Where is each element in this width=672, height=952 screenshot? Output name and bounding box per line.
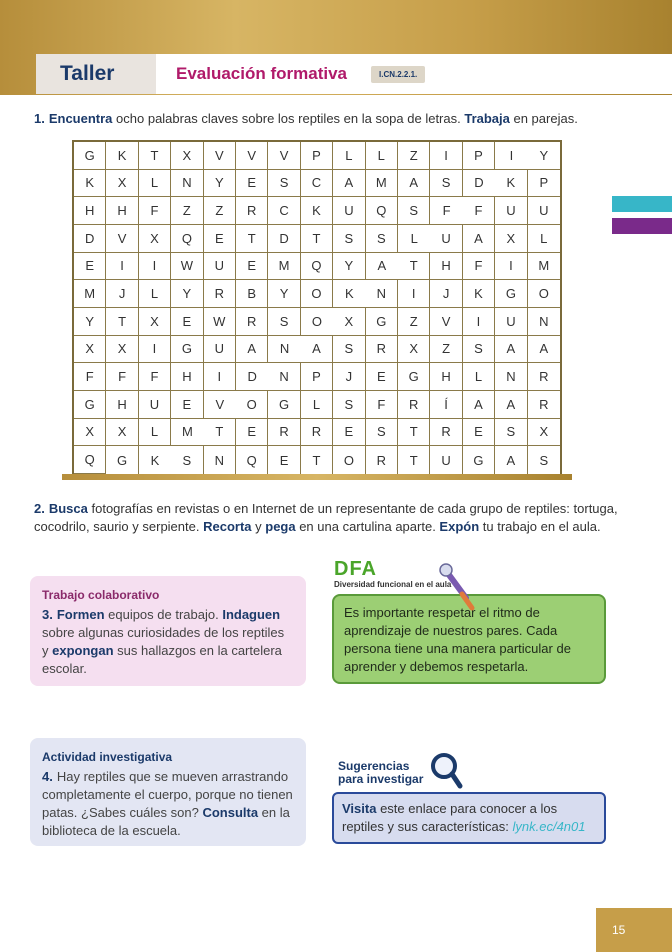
grid-cell: G	[398, 363, 430, 391]
grid-cell: E	[463, 419, 495, 447]
grid-cell: X	[528, 419, 560, 447]
grid-cell: U	[204, 253, 236, 281]
grid-cell: S	[366, 419, 398, 447]
task-text: sus hallazgos en la cartelera escolar.	[42, 643, 282, 676]
grid-cell: N	[366, 280, 398, 308]
collaborative-work-box	[30, 576, 306, 686]
grid-cell: H	[74, 197, 106, 225]
grid-cell: E	[236, 419, 268, 447]
grid-cell: E	[171, 308, 203, 336]
grid-cell: X	[106, 336, 138, 364]
dfa-text: Es importante respetar el ritmo de aprendizaje de nuestros pares. Cada persona tiene una manera particular de aprender y debemos respetarla.	[344, 605, 571, 674]
grid-cell: N	[204, 446, 236, 474]
task-number: 1.	[34, 111, 45, 126]
grid-cell: P	[301, 142, 333, 170]
grid-cell: F	[366, 391, 398, 419]
grid-cell: O	[528, 280, 560, 308]
task-verb: pega	[265, 519, 296, 534]
grid-cell: R	[301, 419, 333, 447]
task-number: 3.	[42, 607, 53, 622]
grid-cell: R	[366, 446, 398, 474]
task-text: y	[251, 519, 266, 534]
grid-cell: K	[150, 452, 160, 468]
grid-cell: A	[528, 336, 560, 364]
grid-cell: G	[268, 391, 300, 419]
grid-cell: S	[430, 170, 462, 198]
grid-cell: P	[528, 170, 560, 198]
suggestions-text	[342, 800, 596, 836]
grid-cell: F	[463, 197, 495, 225]
grid-cell: I	[495, 142, 527, 170]
grid-cell: S	[333, 336, 365, 364]
grid-cell: T	[106, 308, 138, 336]
grid-cell: X	[74, 336, 106, 364]
grid-cell: F	[74, 363, 106, 391]
grid-cell: S	[539, 452, 549, 468]
grid-cell: S	[268, 170, 300, 198]
grid-cell: E	[366, 363, 398, 391]
grid-cell: C	[268, 197, 300, 225]
grid-cell: E	[268, 446, 300, 474]
task-1	[34, 110, 634, 128]
grid-cell: Z	[430, 336, 462, 364]
grid-cell: L	[139, 419, 171, 447]
grid-cell: R	[528, 391, 560, 419]
grid-cell: Q	[236, 446, 268, 474]
grid-cell: N	[528, 308, 560, 336]
task-text: en parejas.	[509, 111, 578, 126]
dfa-subtitle: Diversidad funcional en el aula	[334, 580, 452, 589]
side-tab-purple	[612, 218, 672, 234]
grid-cell: I	[430, 142, 462, 170]
grid-cell: J	[106, 280, 138, 308]
grid-cell: O	[236, 391, 268, 419]
grid-cell: O	[333, 446, 365, 474]
grid-cell: H	[106, 391, 138, 419]
grid-cell: G	[171, 336, 203, 364]
grid-cell: A	[463, 391, 495, 419]
grid-cell: S	[398, 197, 430, 225]
grid-cell: I	[204, 363, 236, 391]
grid-cell: L	[366, 142, 398, 170]
grid-cell: X	[171, 142, 203, 170]
task-verb: Trabaja	[464, 111, 510, 126]
task-number: 4.	[42, 769, 53, 784]
grid-cell: A	[495, 446, 527, 474]
grid-cell: S	[366, 225, 398, 253]
grid-cell: Z	[398, 142, 430, 170]
grid-cell: A	[463, 225, 495, 253]
grid-cell: V	[204, 391, 236, 419]
grid-cell: T	[398, 253, 430, 281]
grid-cell: V	[430, 308, 462, 336]
grid-cell: H	[106, 197, 138, 225]
grid-cell: L	[463, 363, 495, 391]
grid-cell: A	[333, 170, 365, 198]
grid-cell: O	[301, 280, 333, 308]
grid-cell: K	[106, 142, 138, 170]
grid-cell: J	[333, 363, 365, 391]
grid-cell: O	[301, 308, 333, 336]
grid-cell: R	[204, 280, 236, 308]
task-text: Hay reptiles que se mueven arrastrando completamente el cuerpo, porque no tienen patas. ¿Sabes cuáles son?	[42, 769, 293, 820]
grid-cell: X	[495, 225, 527, 253]
grid-cell: A	[398, 170, 430, 198]
grid-cell: K	[333, 280, 365, 308]
grid-cell: T	[398, 446, 430, 474]
grid-cell: A	[236, 336, 268, 364]
grid-cell: A	[366, 253, 398, 281]
grid-cell: D	[74, 225, 106, 253]
grid-cell: V	[236, 142, 268, 170]
grid-cell: S	[495, 419, 527, 447]
grid-cell: W	[171, 253, 203, 281]
grid-cell: Y	[74, 308, 106, 336]
grid-cell: F	[463, 253, 495, 281]
page-number: 15	[596, 908, 672, 952]
paperclip-icon	[438, 562, 478, 612]
grid-cell: F	[139, 197, 171, 225]
grid-cell: U	[430, 225, 462, 253]
task-text: ocho palabras claves sobre los reptiles en la sopa de letras.	[112, 111, 465, 126]
grid-cell: R	[236, 197, 268, 225]
grid-cell: M	[366, 170, 398, 198]
grid-cell: N	[268, 336, 300, 364]
task-verb: Recorta	[203, 519, 252, 534]
grid-cell: X	[106, 170, 138, 198]
grid-cell: L	[139, 280, 171, 308]
grid-cell: E	[333, 419, 365, 447]
grid-cell: U	[139, 391, 171, 419]
skill-code-badge: I.CN.2.2.1.	[371, 66, 425, 83]
grid-cell: I	[139, 253, 171, 281]
grid-cell: V	[204, 142, 236, 170]
task-text: equipos de trabajo.	[104, 607, 223, 622]
task-text: sobre algunas curiosidades de los reptiles y	[42, 625, 285, 658]
task-text: este enlace para conocer a los reptiles y sus características:	[342, 801, 558, 834]
grid-cell: Z	[398, 308, 430, 336]
grid-cell: I	[398, 280, 430, 308]
suggestions-heading-line2: para investigar	[338, 772, 424, 786]
research-text	[42, 768, 294, 840]
grid-cell: G	[463, 446, 495, 474]
grid-cell: L	[398, 225, 430, 253]
grid-cell: H	[430, 363, 462, 391]
grid-cell: A	[495, 391, 527, 419]
grid-cell: L	[301, 391, 333, 419]
grid-cell: R	[268, 419, 300, 447]
grid-cell: X	[139, 225, 171, 253]
grid-cell: N	[171, 170, 203, 198]
task-verb: Visita	[342, 801, 377, 816]
grid-cell: Y	[171, 280, 203, 308]
grid-cell: E	[236, 170, 268, 198]
grid-cell: E	[171, 391, 203, 419]
grid-cell: Q	[171, 225, 203, 253]
grid-cell: M	[268, 253, 300, 281]
box-heading: Trabajo colaborativo	[42, 588, 160, 602]
grid-cell: G	[366, 308, 398, 336]
grid-cell: X	[333, 308, 365, 336]
grid-cell: P	[463, 142, 495, 170]
grid-cell: S	[171, 446, 203, 474]
grid-cell: U	[528, 197, 560, 225]
grid-cell: T	[204, 419, 236, 447]
task-number: 2.	[34, 501, 45, 516]
magnifier-icon	[428, 750, 464, 790]
grid-cell: R	[366, 336, 398, 364]
grid-cell: P	[301, 363, 333, 391]
grid-bottom-band	[62, 474, 572, 480]
task-verb: expongan	[52, 643, 114, 658]
grid-cell: K	[495, 170, 527, 198]
grid-cell: T	[301, 225, 333, 253]
grid-cell: S	[333, 225, 365, 253]
page-header	[36, 54, 672, 94]
grid-cell: R	[528, 363, 560, 391]
grid-cell: I	[495, 253, 527, 281]
grid-cell: K	[301, 197, 333, 225]
grid-cell: A	[301, 336, 333, 364]
grid-cell: Q	[74, 446, 106, 474]
grid-cell: G	[74, 142, 106, 170]
grid-cell: Q	[366, 197, 398, 225]
box-heading: Actividad investigativa	[42, 750, 173, 764]
grid-cell: V	[268, 142, 300, 170]
task-verb: Indaguen	[222, 607, 281, 622]
grid-cell: Y	[204, 170, 236, 198]
task-text: en una cartulina aparte.	[295, 519, 440, 534]
grid-cell: T	[236, 225, 268, 253]
task-verb: Consulta	[202, 805, 259, 820]
grid-cell: R	[236, 308, 268, 336]
grid-cell: K	[74, 170, 106, 198]
grid-cell: E	[74, 253, 106, 281]
dfa-logo: DFA	[334, 558, 377, 580]
grid-cell: N	[495, 363, 527, 391]
grid-cell: T	[301, 446, 333, 474]
task-verb: Busca	[48, 501, 88, 516]
grid-cell: K	[463, 280, 495, 308]
grid-cell: F	[139, 363, 171, 391]
grid-cell: H	[430, 253, 462, 281]
grid-cell: H	[171, 363, 203, 391]
grid-cell: R	[398, 391, 430, 419]
grid-cell: N	[268, 363, 300, 391]
grid-cell: T	[398, 419, 430, 447]
research-link[interactable]: lynk.ec/4n01	[512, 819, 586, 834]
grid-cell: G	[74, 391, 106, 419]
grid-cell: M	[528, 253, 560, 281]
grid-cell: E	[204, 225, 236, 253]
grid-cell: T	[139, 142, 171, 170]
grid-cell: W	[204, 308, 236, 336]
task-text: fotografías en revistas o en Internet de un representante de cada grupo de reptiles: tortuga, cocodrilo, saurio y serpiente.	[34, 501, 618, 534]
collab-text	[42, 606, 294, 678]
task-2	[34, 500, 634, 536]
suggestions-heading-line1: Sugerencias	[338, 759, 410, 773]
side-tab-cyan	[612, 196, 672, 212]
grid-cell: X	[74, 419, 106, 447]
grid-cell: F	[430, 197, 462, 225]
grid-cell: D	[268, 225, 300, 253]
grid-cell: L	[333, 142, 365, 170]
grid-cell: X	[398, 336, 430, 364]
grid-cell: E	[236, 253, 268, 281]
grid-cell: M	[74, 280, 106, 308]
suggestions-box	[332, 792, 606, 844]
grid-cell: V	[106, 225, 138, 253]
grid-cell: G	[495, 280, 527, 308]
grid-cell: X	[106, 419, 138, 447]
grid-cell: U	[430, 446, 462, 474]
grid-cell: C	[301, 170, 333, 198]
grid-cell: S	[463, 336, 495, 364]
grid-cell: I	[106, 253, 138, 281]
grid-cell: S	[268, 308, 300, 336]
grid-cell: M	[171, 419, 203, 447]
task-verb: Formen	[56, 607, 105, 622]
grid-cell: F	[106, 363, 138, 391]
grid-cell: U	[333, 197, 365, 225]
grid-cell: Í	[430, 391, 462, 419]
word-search-grid	[72, 140, 562, 476]
grid-cell: I	[139, 336, 171, 364]
grid-cell: D	[236, 363, 268, 391]
task-text: tu trabajo en el aula.	[479, 519, 601, 534]
task-verb: Encuentra	[48, 111, 113, 126]
suggestions-heading	[338, 760, 423, 786]
grid-cell: Z	[171, 197, 203, 225]
grid-cell: I	[463, 308, 495, 336]
grid-cell: U	[204, 336, 236, 364]
grid-cell: G	[106, 446, 138, 474]
section-label: Taller	[36, 54, 156, 94]
grid-cell: B	[236, 280, 268, 308]
research-activity-box	[30, 738, 306, 846]
grid-cell: R	[430, 419, 462, 447]
grid-cell: S	[333, 391, 365, 419]
page-title: Evaluación formativa	[176, 64, 348, 83]
grid-cell: A	[495, 336, 527, 364]
grid-cell: J	[430, 280, 462, 308]
task-verb: Expón	[439, 519, 480, 534]
grid-cell: X	[139, 308, 171, 336]
grid-cell: Y	[268, 280, 300, 308]
grid-cell: Y	[528, 142, 560, 170]
grid-cell: Z	[204, 197, 236, 225]
grid-cell: U	[495, 308, 527, 336]
grid-cell: U	[495, 197, 527, 225]
task-text: en la biblioteca de la escuela.	[42, 805, 290, 838]
grid-cell: L	[528, 225, 560, 253]
grid-cell: Y	[333, 253, 365, 281]
grid-cell: Q	[301, 253, 333, 281]
grid-cell: L	[139, 170, 171, 198]
grid-cell: D	[463, 170, 495, 198]
